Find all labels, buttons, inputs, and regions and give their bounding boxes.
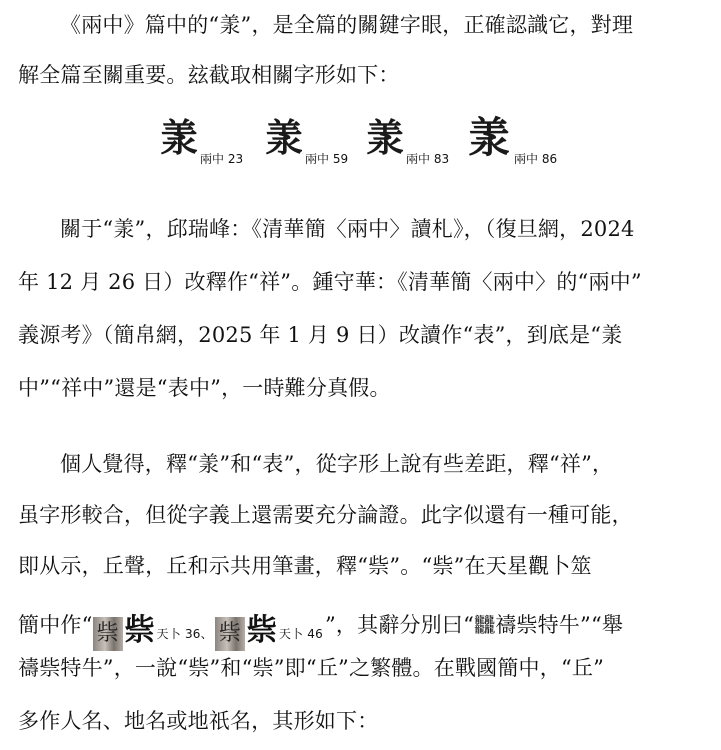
glyph-image: 羕 — [468, 113, 511, 162]
paragraph-line: 解全篇至關重要。玆截取相關字形如下： — [18, 63, 400, 87]
glyph-image: 羕 — [265, 115, 304, 160]
line-text: 簡中作“ — [18, 613, 93, 637]
paragraph-line: 多作人名、地名或地祇名，其形如下： — [18, 709, 379, 733]
glyph-image: 羕 — [366, 115, 405, 160]
glyph-caption: 兩中 86 — [514, 152, 558, 166]
glyph-caption: 兩中 23 — [200, 152, 244, 166]
bamboo-slip-photo: 祡 — [215, 617, 245, 651]
paragraph-line: 中”“祥中”還是“表中”，一時難分真假。 — [18, 376, 391, 400]
glyph-tracing: 祡 — [246, 613, 277, 648]
source-label: 天卜 46 — [278, 627, 323, 641]
glyph-figure-row — [160, 112, 600, 172]
bamboo-slip-photo: 祡 — [93, 617, 123, 651]
paragraph-line: 《兩中》篇中的“羕”，是全篇的關鍵字眼，正確認識它，對理 — [60, 13, 634, 37]
glyph-caption: 兩中 59 — [305, 152, 349, 166]
source-label: 天卜 36、 — [156, 627, 213, 641]
paragraph-line: 即从示，丘聲，丘和示共用筆畫，釋“祡”。“祡”在天星觀卜筮 — [18, 554, 592, 578]
paragraph-line: 禱祡特牛”，一說“祡”和“祡”即“丘”之繁體。在戰國簡中，“丘” — [18, 656, 605, 680]
paragraph-line: 義源考》（簡帛網，2025 年 1 月 9 日）改讀作“表”，到底是“羕 — [18, 323, 623, 347]
paragraph-line: 關于“羕”，邱瑞峰：《清華簡〈兩中〉讀札》，（復旦網，2024 — [60, 217, 635, 241]
line-text: ”，其辭分別曰“𪚥禱祡特牛”“舉 — [324, 613, 624, 637]
slip-image-tianbu-46 — [215, 614, 279, 648]
paragraph-line: 年 12 月 26 日）改釋作“祥”。鍾守華：《清華簡〈兩中〉的“兩中” — [18, 270, 642, 294]
glyph-tracing: 祡 — [124, 613, 155, 648]
paragraph-line-with-images — [18, 610, 708, 649]
glyph-image: 羕 — [160, 115, 199, 160]
paragraph-line: 個人覺得，釋“羕”和“表”，從字形上說有些差距，釋“祥”， — [60, 452, 614, 476]
slip-image-tianbu-36 — [93, 614, 157, 648]
glyph-caption: 兩中 83 — [406, 152, 450, 166]
paragraph-line: 虽字形較合，但從字義上還需要充分論證。此字似還有一種可能， — [18, 503, 633, 527]
